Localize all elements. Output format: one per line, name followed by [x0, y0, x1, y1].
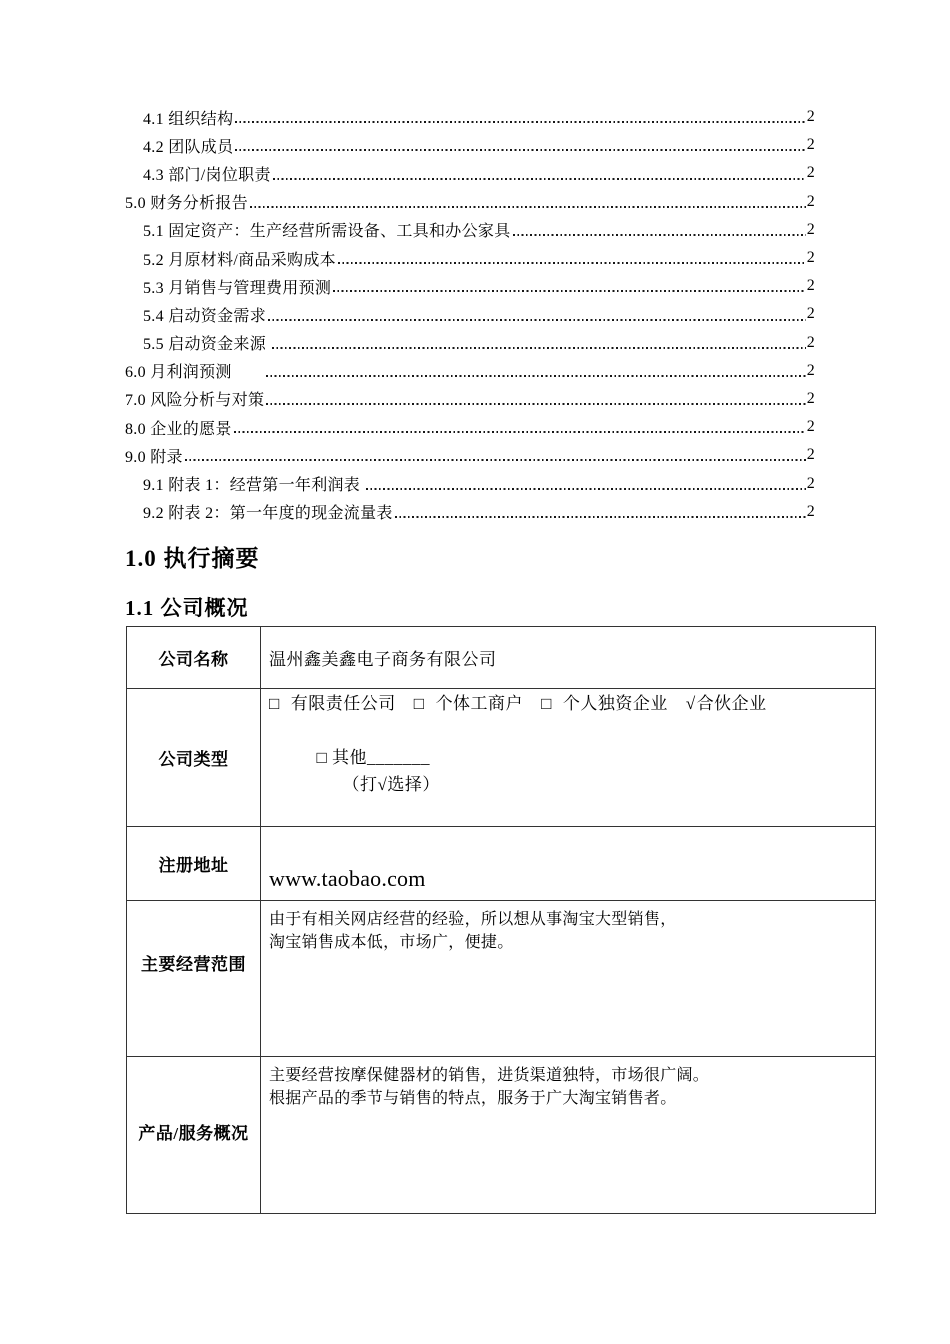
toc-page-number: 2 [806, 389, 815, 407]
toc-entry-label: 5.5 启动资金来源 [143, 336, 271, 354]
toc-dot-leader [185, 459, 806, 461]
checkbox-icon: □ [269, 694, 280, 713]
company-type-other-line [269, 717, 865, 825]
toc-page-number: 2 [806, 220, 815, 238]
checkbox-option-label: 有限责任公司 [290, 694, 396, 713]
checkbox-option-label: 个人独资企业 [562, 694, 668, 713]
toc-entry[interactable] [125, 159, 815, 187]
toc-entry-label: 5.0 财务分析报告 [125, 195, 249, 213]
toc-entry-label: 4.1 组织结构 [143, 110, 234, 128]
row-label-business-scope [127, 901, 261, 1057]
toc-page-number: 2 [806, 192, 815, 210]
toc-entry[interactable] [125, 188, 815, 216]
toc-entry[interactable] [125, 131, 815, 159]
row-label-text: 注册地址 [158, 856, 229, 875]
toc-entry[interactable] [125, 216, 815, 244]
toc-page-number: 2 [806, 474, 815, 492]
row-label-text: 产品/服务概况 [138, 1123, 249, 1143]
toc-entry-label: 4.2 团队成员 [143, 138, 234, 156]
toc-entry[interactable] [125, 103, 815, 131]
toc-page-number: 2 [806, 333, 815, 351]
toc-entry-label: 8.0 企业的愿景 [125, 420, 232, 438]
toc-page-number: 2 [806, 136, 815, 154]
toc-dot-leader [235, 121, 805, 123]
toc-entry-label: 9.1 附表 1：经营第一年利润表 [143, 477, 365, 495]
paragraph-line: 淘宝销售成本低，市场广，便捷。 [269, 934, 514, 951]
table-row-registered-address [127, 827, 876, 901]
business-scope-value [261, 901, 876, 1057]
table-row-company-type [127, 689, 876, 827]
checkbox-option-label: 合伙企业 [696, 694, 767, 713]
heading-executive-summary: 1.0 执行摘要 [125, 546, 260, 571]
row-label-text: 公司类型 [158, 750, 229, 769]
table-row-business-scope [127, 901, 876, 1057]
toc-entry[interactable] [125, 441, 815, 469]
toc-page-number: 2 [806, 249, 815, 267]
toc-entry[interactable] [125, 498, 815, 526]
row-label-company-type [127, 689, 261, 827]
toc-dot-leader [250, 206, 806, 208]
toc-entry-label: 5.3 月销售与管理费用预测 [143, 279, 332, 297]
checkbox-option-sole-proprietorship[interactable] [541, 690, 668, 717]
toc-dot-leader [272, 347, 805, 349]
checkbox-option-other[interactable]: □ 其他_______ [316, 748, 431, 767]
paragraph-line: 根据产品的季节与销售的特点，服务于广大淘宝销售者。 [269, 1090, 677, 1107]
toc-dot-leader [266, 375, 805, 377]
row-label-company-name [127, 627, 261, 689]
toc-dot-leader [333, 290, 805, 292]
toc-dot-leader [234, 431, 806, 433]
toc-page-number: 2 [806, 361, 815, 379]
toc-page-number: 2 [806, 418, 815, 436]
heading-company-overview: 1.1 公司概况 [125, 596, 249, 620]
table-row-company-name [127, 627, 876, 689]
toc-entry[interactable] [125, 300, 815, 328]
toc-dot-leader [266, 403, 805, 405]
checkbox-option-individual-business[interactable] [414, 690, 523, 717]
company-name-value: 温州鑫美鑫电子商务有限公司 [261, 627, 876, 689]
website-url: www.taobao.com [269, 866, 426, 891]
toc-dot-leader [366, 488, 805, 490]
toc-dot-leader [235, 149, 805, 151]
toc-page-number: 2 [806, 446, 815, 464]
toc-entry-label: 9.0 附录 [125, 448, 183, 466]
company-type-options [269, 690, 865, 717]
checkbox-icon: □ [413, 694, 425, 713]
toc-dot-leader [513, 234, 806, 236]
checkbox-option-label: 个体工商户 [435, 694, 524, 713]
toc-dot-leader [395, 516, 806, 518]
row-label-text: 公司名称 [158, 650, 229, 669]
toc-entry-label: 5.1 固定资产：生产经营所需设备、工具和办公家具 [143, 223, 511, 241]
checkbox-option-partnership[interactable] [686, 690, 767, 717]
selection-note: （打√选择） [342, 775, 440, 794]
registered-address-value [261, 827, 876, 901]
table-of-contents [125, 103, 815, 526]
paragraph-line: 由于有相关网店经营的经验，所以想从事淘宝大型销售， [269, 911, 677, 928]
toc-entry-label: 7.0 风险分析与对策 [125, 392, 265, 410]
table-row-product-service [127, 1057, 876, 1214]
toc-page-number: 2 [806, 277, 815, 295]
checkmark-icon: √ [685, 694, 696, 713]
toc-dot-leader [268, 319, 806, 321]
toc-entry[interactable] [125, 413, 815, 441]
row-label-registered-address [127, 827, 261, 901]
toc-entry-label: 9.2 附表 2：第一年度的现金流量表 [143, 505, 393, 523]
paragraph-line: 主要经营按摩保健器材的销售，进货渠道独特，市场很广阔。 [269, 1067, 710, 1084]
checkbox-icon: □ [541, 694, 552, 713]
checkbox-option-limited-liability[interactable] [269, 690, 396, 717]
toc-page-number: 2 [806, 108, 815, 126]
company-overview-table [126, 626, 876, 1214]
toc-entry-label: 5.2 月原材料/商品采购成本 [143, 251, 336, 269]
product-service-value [261, 1057, 876, 1214]
toc-page-number: 2 [806, 305, 815, 323]
toc-entry-label: 4.3 部门/岗位职责 [143, 166, 271, 184]
row-label-text: 主要经营范围 [141, 955, 246, 974]
toc-entry[interactable] [125, 329, 815, 357]
toc-entry[interactable] [125, 272, 815, 300]
toc-entry[interactable] [125, 357, 815, 385]
row-label-product-service [127, 1057, 261, 1214]
toc-entry[interactable] [125, 469, 815, 497]
toc-entry[interactable] [125, 244, 815, 272]
toc-entry[interactable] [125, 385, 815, 413]
toc-page-number: 2 [806, 164, 815, 182]
toc-page-number: 2 [806, 502, 815, 520]
toc-entry-label: 6.0 月利润预测 [125, 364, 265, 382]
toc-dot-leader [338, 262, 806, 264]
toc-dot-leader [273, 178, 806, 180]
company-type-value [261, 689, 876, 827]
toc-entry-label: 5.4 启动资金需求 [143, 307, 267, 325]
